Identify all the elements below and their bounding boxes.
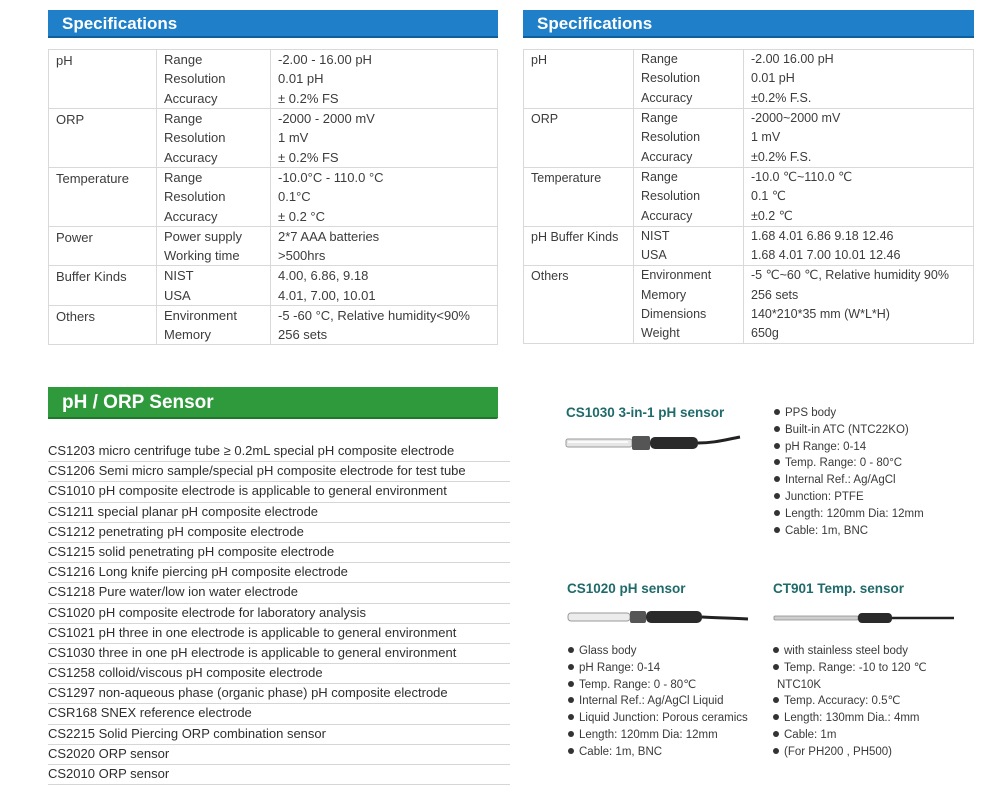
spec-value: 4.01, 7.00, 10.01 bbox=[271, 286, 498, 306]
spec-param: Resolution bbox=[157, 69, 271, 88]
table-row bbox=[49, 50, 498, 70]
feature-item: Liquid Junction: Porous ceramics bbox=[568, 710, 748, 727]
feature-item: Junction: PTFE bbox=[774, 489, 924, 506]
feature-item: Cable: 1m, BNC bbox=[568, 744, 748, 761]
cs1030-probe-image bbox=[564, 428, 754, 458]
feature-item: Temp. Range: 0 - 80℃ bbox=[568, 677, 748, 694]
spec-value: 650g bbox=[744, 324, 974, 344]
feature-item: Cable: 1m, BNC bbox=[774, 523, 924, 540]
feature-item: Internal Ref.: Ag/AgCl bbox=[774, 472, 924, 489]
spec-right-title: Specifications bbox=[523, 10, 974, 38]
spec-value: 1 mV bbox=[271, 128, 498, 147]
table-row bbox=[49, 167, 498, 187]
spec-value: 0.01 pH bbox=[744, 69, 974, 88]
spec-category: pH bbox=[524, 50, 634, 109]
spec-value: 140*210*35 mm (W*L*H) bbox=[744, 305, 974, 324]
bullet-icon bbox=[568, 697, 574, 703]
feature-item: pH Range: 0-14 bbox=[568, 660, 748, 677]
spec-param: Resolution bbox=[634, 128, 744, 147]
feature-item: pH Range: 0-14 bbox=[774, 439, 924, 456]
spec-param: Range bbox=[634, 167, 744, 187]
cs1030-features bbox=[774, 405, 924, 539]
bullet-icon bbox=[568, 647, 574, 653]
spec-value: -10.0°C - 110.0 °C bbox=[271, 167, 498, 187]
spec-param: Environment bbox=[157, 305, 271, 325]
spec-param: Accuracy bbox=[157, 89, 271, 109]
electrode-list bbox=[48, 442, 510, 785]
list-item: CS1211 special planar pH composite electrode bbox=[48, 503, 510, 523]
spec-value: -2000 - 2000 mV bbox=[271, 108, 498, 128]
list-item: CS1203 micro centrifuge tube ≥ 0.2mL special pH composite electrode bbox=[48, 442, 510, 462]
spec-param: USA bbox=[634, 246, 744, 266]
spec-right-table bbox=[523, 49, 974, 344]
spec-value: ± 0.2 °C bbox=[271, 206, 498, 226]
spec-value: -5 ℃~60 ℃, Relative humidity 90% bbox=[744, 266, 974, 286]
ct901-probe-image bbox=[772, 607, 962, 629]
ct901-features bbox=[773, 643, 927, 761]
sensor-section-title: pH / ORP Sensor bbox=[48, 387, 498, 419]
table-row bbox=[524, 167, 974, 187]
table-row bbox=[49, 108, 498, 128]
feature-item: Temp. Range: 0 - 80°C bbox=[774, 455, 924, 472]
feature-item: Temp. Accuracy: 0.5℃ bbox=[773, 693, 927, 710]
bullet-icon bbox=[568, 681, 574, 687]
bullet-icon bbox=[773, 748, 779, 754]
list-item: CS1216 Long knife piercing pH composite electrode bbox=[48, 563, 510, 583]
feature-item: Glass body bbox=[568, 643, 748, 660]
spec-value: -2.00 16.00 pH bbox=[744, 50, 974, 70]
table-row bbox=[524, 266, 974, 286]
spec-param: Range bbox=[634, 108, 744, 128]
spec-category: Others bbox=[49, 305, 157, 345]
list-item: CS1020 pH composite electrode for laboratory analysis bbox=[48, 604, 510, 624]
spec-value: 4.00, 6.86, 9.18 bbox=[271, 266, 498, 286]
spec-category: Temperature bbox=[49, 167, 157, 226]
table-row bbox=[524, 226, 974, 246]
spec-value: 1.68 4.01 7.00 10.01 12.46 bbox=[744, 246, 974, 266]
bullet-icon bbox=[774, 476, 780, 482]
list-item: CS1212 penetrating pH composite electrode bbox=[48, 523, 510, 543]
spec-param: Accuracy bbox=[634, 206, 744, 226]
bullet-icon bbox=[774, 510, 780, 516]
spec-param: Accuracy bbox=[157, 206, 271, 226]
spec-value: ±0.2 ℃ bbox=[744, 206, 974, 226]
spec-value: 0.01 pH bbox=[271, 69, 498, 88]
spec-value: 256 sets bbox=[271, 325, 498, 345]
spec-value: 256 sets bbox=[744, 286, 974, 305]
feature-item: with stainless steel body bbox=[773, 643, 927, 660]
bullet-icon bbox=[774, 426, 780, 432]
spec-param: NIST bbox=[157, 266, 271, 286]
spec-value: 1 mV bbox=[744, 128, 974, 147]
bullet-icon bbox=[774, 493, 780, 499]
cs1020-title: CS1020 pH sensor bbox=[567, 581, 686, 596]
spec-value: >500hrs bbox=[271, 246, 498, 266]
spec-category: pH Buffer Kinds bbox=[524, 226, 634, 266]
spec-param: USA bbox=[157, 286, 271, 306]
list-item: CS1218 Pure water/low ion water electrode bbox=[48, 583, 510, 603]
spec-param: Range bbox=[157, 50, 271, 70]
spec-param: Resolution bbox=[157, 187, 271, 206]
spec-param: Resolution bbox=[634, 69, 744, 88]
table-row bbox=[524, 50, 974, 70]
spec-param: Range bbox=[157, 108, 271, 128]
spec-category: ORP bbox=[524, 108, 634, 167]
spec-value: -5 -60 °C, Relative humidity<90% bbox=[271, 305, 498, 325]
bullet-icon bbox=[568, 748, 574, 754]
list-item: CS1030 three in one pH electrode is applicable to general environment bbox=[48, 644, 510, 664]
spec-param: Weight bbox=[634, 324, 744, 344]
list-item: CS2020 ORP sensor bbox=[48, 745, 510, 765]
spec-left-table bbox=[48, 49, 498, 345]
spec-param: Accuracy bbox=[634, 89, 744, 109]
spec-param: Power supply bbox=[157, 226, 271, 246]
spec-value: 0.1 ℃ bbox=[744, 187, 974, 206]
spec-value: 1.68 4.01 6.86 9.18 12.46 bbox=[744, 226, 974, 246]
spec-param: Range bbox=[157, 167, 271, 187]
spec-value: ±0.2% F.S. bbox=[744, 89, 974, 109]
spec-category: Buffer Kinds bbox=[49, 266, 157, 306]
spec-value: ± 0.2% FS bbox=[271, 147, 498, 167]
list-item: CS2010 ORP sensor bbox=[48, 765, 510, 785]
ct901-title: CT901 Temp. sensor bbox=[773, 581, 905, 596]
table-row bbox=[524, 108, 974, 128]
spec-value: 2*7 AAA batteries bbox=[271, 226, 498, 246]
spec-param: Memory bbox=[634, 286, 744, 305]
bullet-icon bbox=[568, 664, 574, 670]
list-item: CS2215 Solid Piercing ORP combination sensor bbox=[48, 725, 510, 745]
spec-left-title: Specifications bbox=[48, 10, 498, 38]
bullet-icon bbox=[568, 731, 574, 737]
feature-item: Length: 130mm Dia.: 4mm bbox=[773, 710, 927, 727]
spec-param: Working time bbox=[157, 246, 271, 266]
bullet-icon bbox=[773, 714, 779, 720]
bullet-icon bbox=[774, 459, 780, 465]
bullet-icon bbox=[568, 714, 574, 720]
list-item: CS1258 colloid/viscous pH composite electrode bbox=[48, 664, 510, 684]
list-item: CS1021 pH three in one electrode is applicable to general environment bbox=[48, 624, 510, 644]
spec-param: Accuracy bbox=[157, 147, 271, 167]
cs1030-title: CS1030 3-in-1 pH sensor bbox=[566, 405, 725, 420]
spec-category: ORP bbox=[49, 108, 157, 167]
feature-item: Length: 120mm Dia: 12mm bbox=[568, 727, 748, 744]
list-item: CS1206 Semi micro sample/special pH composite electrode for test tube bbox=[48, 462, 510, 482]
spec-param: Accuracy bbox=[634, 147, 744, 167]
list-item: CS1010 pH composite electrode is applicable to general environment bbox=[48, 482, 510, 502]
spec-value: -2000~2000 mV bbox=[744, 108, 974, 128]
spec-category: Power bbox=[49, 226, 157, 266]
spec-param: Resolution bbox=[157, 128, 271, 147]
spec-value: -2.00 - 16.00 pH bbox=[271, 50, 498, 70]
spec-param: Memory bbox=[157, 325, 271, 345]
spec-param: Resolution bbox=[634, 187, 744, 206]
feature-item: Built-in ATC (NTC22KO) bbox=[774, 422, 924, 439]
spec-value: 0.1°C bbox=[271, 187, 498, 206]
spec-value: -10.0 ℃~110.0 ℃ bbox=[744, 167, 974, 187]
table-row bbox=[49, 305, 498, 325]
spec-value: ±0.2% F.S. bbox=[744, 147, 974, 167]
spec-value: ± 0.2% FS bbox=[271, 89, 498, 109]
feature-item: Cable: 1m bbox=[773, 727, 927, 744]
bullet-icon bbox=[773, 664, 779, 670]
bullet-icon bbox=[773, 731, 779, 737]
spec-category: pH bbox=[49, 50, 157, 109]
spec-param: Range bbox=[634, 50, 744, 70]
feature-item: Length: 120mm Dia: 12mm bbox=[774, 506, 924, 523]
spec-param: Dimensions bbox=[634, 305, 744, 324]
bullet-icon bbox=[773, 697, 779, 703]
bullet-icon bbox=[774, 443, 780, 449]
spec-param: NIST bbox=[634, 226, 744, 246]
cs1020-probe-image bbox=[566, 604, 756, 630]
spec-param: Environment bbox=[634, 266, 744, 286]
feature-item: PPS body bbox=[774, 405, 924, 422]
table-row bbox=[49, 226, 498, 246]
list-item: CSR168 SNEX reference electrode bbox=[48, 704, 510, 724]
bullet-icon bbox=[774, 527, 780, 533]
spec-category: Temperature bbox=[524, 167, 634, 226]
bullet-icon bbox=[773, 647, 779, 653]
spec-category: Others bbox=[524, 266, 634, 344]
feature-item: NTC10K bbox=[777, 678, 822, 691]
cs1020-features bbox=[568, 643, 748, 761]
list-item: CS1215 solid penetrating pH composite electrode bbox=[48, 543, 510, 563]
feature-item: Temp. Range: -10 to 120 ℃ bbox=[773, 660, 927, 677]
feature-item: Internal Ref.: Ag/AgCl Liquid bbox=[568, 693, 748, 710]
table-row bbox=[49, 266, 498, 286]
list-item: CS1297 non-aqueous phase (organic phase) pH composite electrode bbox=[48, 684, 510, 704]
feature-item: (For PH200 , PH500) bbox=[773, 744, 927, 761]
bullet-icon bbox=[774, 409, 780, 415]
